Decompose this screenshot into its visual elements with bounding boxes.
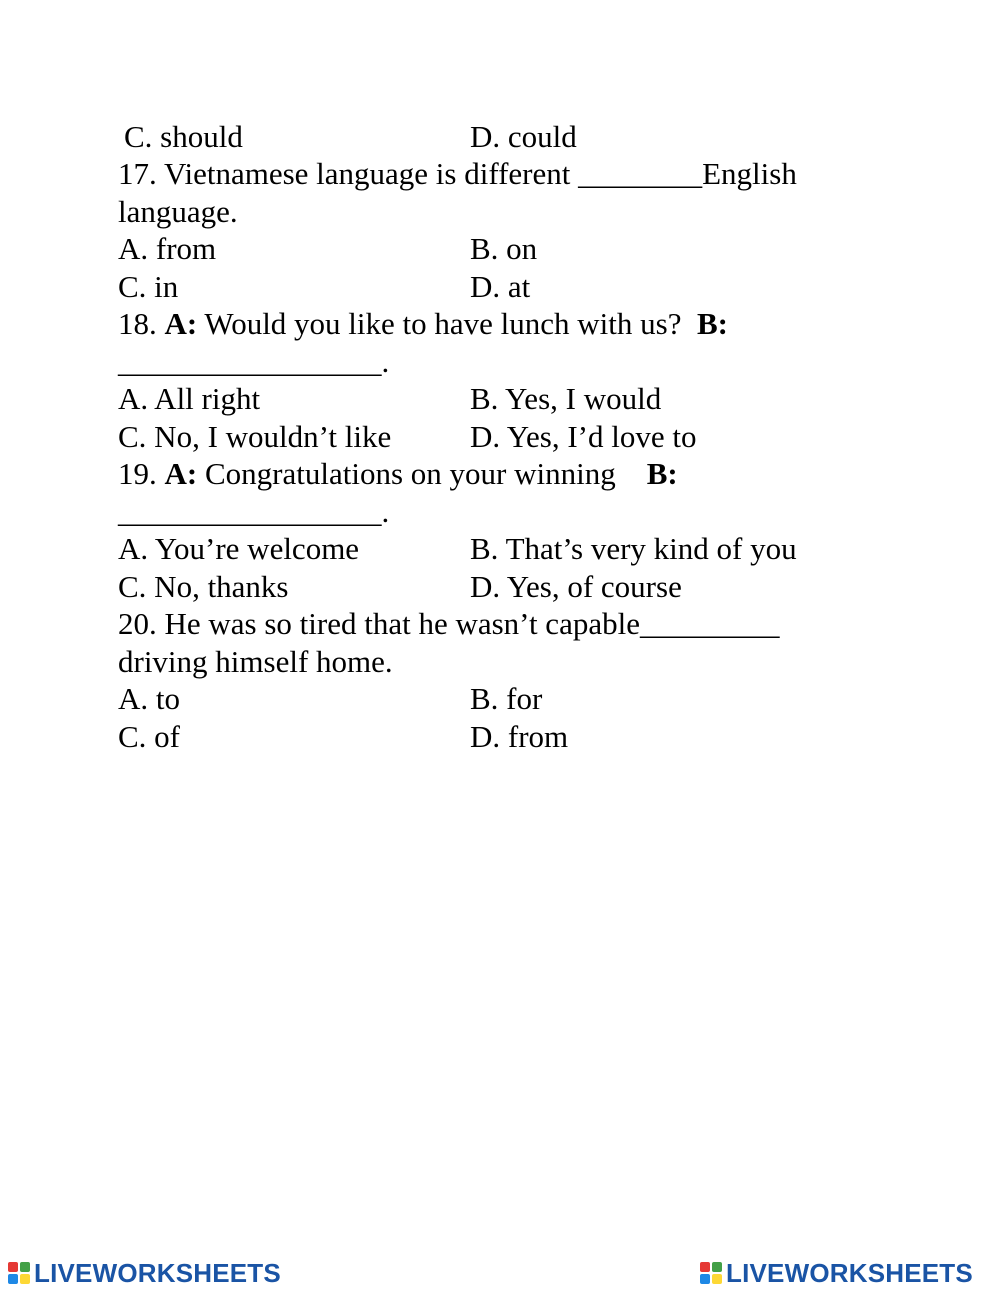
logo-blocks-icon bbox=[700, 1262, 722, 1284]
option-a: A. to bbox=[118, 681, 180, 716]
speaker-b-label: B: bbox=[697, 306, 728, 341]
option-d: D. Yes, I’d love to bbox=[470, 419, 697, 454]
liveworksheets-logo-right bbox=[700, 1259, 973, 1287]
option-c: C. in bbox=[118, 269, 179, 304]
question-20-line-1: 20. He was so tired that he wasn’t capable_________ bbox=[118, 606, 780, 641]
question-17-line-1: 17. Vietnamese language is different ________English bbox=[118, 156, 797, 191]
speaker-b-label: B: bbox=[646, 456, 678, 491]
option-c: C. No, I wouldn’t like bbox=[118, 419, 392, 454]
speaker-a-text: Would you like to have lunch with us? bbox=[204, 306, 682, 341]
question-number: 18. bbox=[118, 306, 157, 341]
brand-name: LIVEWORKSHEETS bbox=[726, 1257, 973, 1288]
logo-block bbox=[712, 1274, 722, 1284]
option-d: D. could bbox=[470, 119, 577, 154]
logo-blocks-icon bbox=[8, 1262, 30, 1284]
option-c: C. should bbox=[124, 119, 243, 154]
logo-block bbox=[700, 1274, 710, 1284]
logo-block bbox=[8, 1274, 18, 1284]
question-19-prompt bbox=[118, 455, 678, 492]
option-d: D. at bbox=[470, 269, 531, 304]
logo-block bbox=[20, 1262, 30, 1272]
question-number: 19. bbox=[118, 456, 157, 491]
question-20-line-2: driving himself home. bbox=[118, 644, 393, 679]
option-c: C. No, thanks bbox=[118, 569, 289, 604]
liveworksheets-logo-left bbox=[8, 1259, 281, 1287]
logo-block bbox=[700, 1262, 710, 1272]
answer-blank: _________________. bbox=[118, 494, 390, 529]
option-c: C. of bbox=[118, 719, 180, 754]
option-a: A. You’re welcome bbox=[118, 531, 360, 566]
question-18-prompt bbox=[118, 305, 728, 342]
option-b: B. That’s very kind of you bbox=[470, 531, 797, 566]
option-a: A. from bbox=[118, 231, 217, 266]
question-17-line-2: language. bbox=[118, 194, 238, 229]
speaker-a-label: A: bbox=[164, 306, 198, 341]
option-d: D. from bbox=[470, 719, 569, 754]
logo-block bbox=[712, 1262, 722, 1272]
option-b: B. on bbox=[470, 231, 538, 266]
speaker-a-text: Congratulations on your winning bbox=[204, 456, 616, 491]
option-b: B. for bbox=[470, 681, 543, 716]
option-d: D. Yes, of course bbox=[470, 569, 682, 604]
option-a: A. All right bbox=[118, 381, 261, 416]
logo-block bbox=[20, 1274, 30, 1284]
logo-block bbox=[8, 1262, 18, 1272]
speaker-a-label: A: bbox=[164, 456, 198, 491]
brand-name: LIVEWORKSHEETS bbox=[34, 1257, 281, 1288]
answer-blank: _________________. bbox=[118, 344, 390, 379]
option-b: B. Yes, I would bbox=[470, 381, 662, 416]
